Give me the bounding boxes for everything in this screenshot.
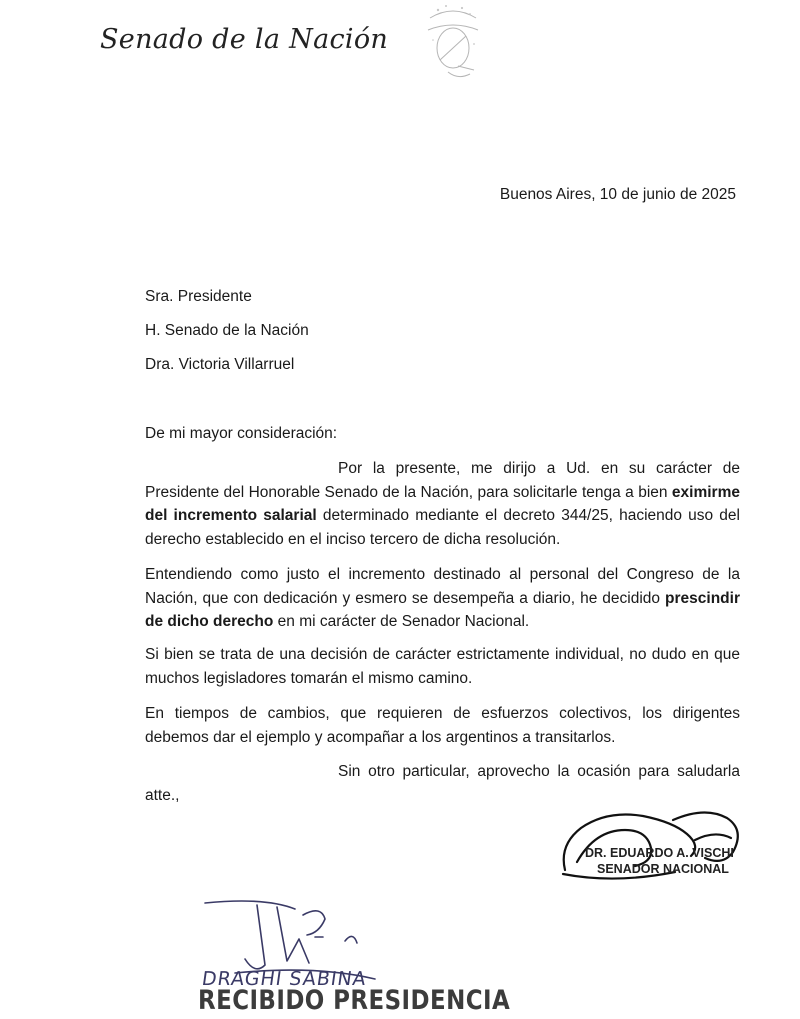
body-paragraph-2 [145,563,740,634]
body-text: Entendiendo como justo el incremento destinado al personal del Congreso de la Nación, que con dedicación y esmero se desempeña a diario, he decidido [145,566,740,607]
body-paragraph-1 [145,457,740,551]
handwritten-signature-icon [555,800,755,890]
salutation: De mi mayor consideración: [145,425,338,442]
recipient-line-3: Dra. Victoria Villarruel [145,356,295,373]
recipient-line-1: Sra. Presidente [145,288,252,305]
senate-seal-icon [418,0,488,88]
body-text: determinado mediante el decreto 344/25, haciendo uso del derecho establecido en el inciso tercero de dicha resolución. [145,507,740,548]
body-text: Por la presente, me dirijo a Ud. en su carácter de Presidente del Honorable Senado de la Nación, para solicitarle tenga a bien [145,460,740,501]
received-stamp-label: RECIBIDO PRESIDENCIA [198,985,511,1016]
body-paragraph-3: Si bien se trata de una decisión de carácter estrictamente individual, no dudo en que muchos legisladores tomarán el mismo camino. [145,646,740,687]
letter-date: Buenos Aires, 10 de junio de 2025 [499,186,736,203]
closing-paragraph: Sin otro particular, aprovecho la ocasión para saludarla atte., [145,763,740,804]
body-paragraph-4: En tiempos de cambios, que requieren de esfuerzos colectivos, los dirigentes debemos dar el ejemplo y acompañar a los argentinos a transitarlos. [145,705,740,746]
body-emphasis: eximirme del incremento salarial [145,483,740,524]
recipient-line-2: H. Senado de la Nación [145,322,309,339]
received-by-name: DRAGHI SABINA [200,968,369,990]
signature-name: DR. EDUARDO A. VISCHI [585,846,734,860]
body-emphasis: prescindir de dicho derecho [145,589,740,630]
signature-title: SENADOR NACIONAL [597,862,729,876]
letterhead-title: Senado de la Nación [100,24,389,55]
body-text: en mi carácter de Senador Nacional. [273,613,530,630]
